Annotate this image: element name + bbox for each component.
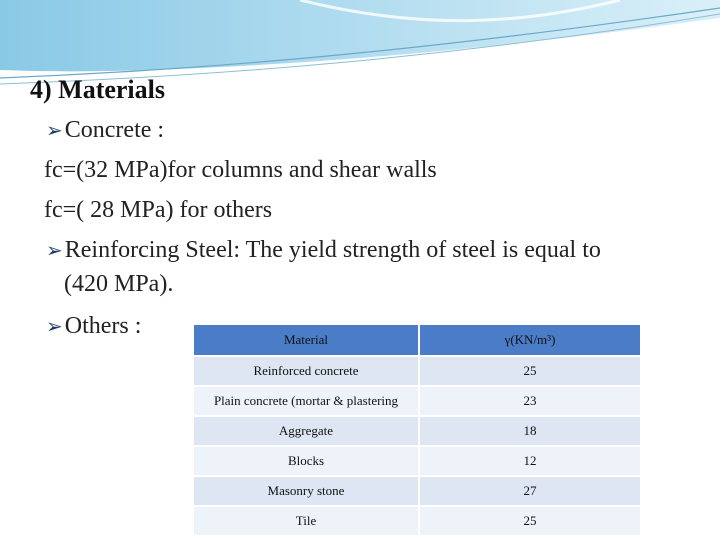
table-row: [193, 506, 641, 536]
value-cell: 12: [419, 446, 641, 476]
concrete-others-line: fc=( 28 MPa) for others: [44, 197, 273, 223]
header-material: Material: [193, 324, 419, 356]
value-cell: 25: [419, 506, 641, 536]
material-cell: Masonry stone: [193, 476, 419, 506]
table-row: [193, 416, 641, 446]
steel-line-2: (420 MPa).: [64, 271, 174, 297]
material-cell: Blocks: [193, 446, 419, 476]
others-label: Others :: [64, 313, 142, 339]
material-cell: Tile: [193, 506, 419, 536]
concrete-label: Concrete :: [64, 117, 165, 143]
bullet-others: [46, 313, 141, 340]
steel-line-1: Reinforcing Steel: The yield strength of steel is equal to: [64, 237, 601, 263]
table-row: [193, 446, 641, 476]
value-cell: 18: [419, 416, 641, 446]
bullet-steel: [46, 237, 601, 264]
table-row: [193, 476, 641, 506]
value-cell: 27: [419, 476, 641, 506]
table-header-row: [193, 324, 641, 356]
slide-title: 4) Materials: [30, 75, 166, 104]
arrow-bullet-icon: ➢: [46, 316, 63, 338]
material-cell: Plain concrete (mortar & plastering: [193, 386, 419, 416]
arrow-bullet-icon: ➢: [46, 240, 63, 262]
concrete-columns-line: fc=(32 MPa)for columns and shear walls: [44, 157, 437, 183]
materials-table: [192, 323, 642, 537]
table-row: [193, 356, 641, 386]
bullet-concrete: [46, 117, 164, 144]
table-row: [193, 386, 641, 416]
material-cell: Aggregate: [193, 416, 419, 446]
arrow-bullet-icon: ➢: [46, 120, 63, 142]
value-cell: 23: [419, 386, 641, 416]
material-cell: Reinforced concrete: [193, 356, 419, 386]
header-unit-weight: γ(KN/m³): [419, 324, 641, 356]
value-cell: 25: [419, 356, 641, 386]
